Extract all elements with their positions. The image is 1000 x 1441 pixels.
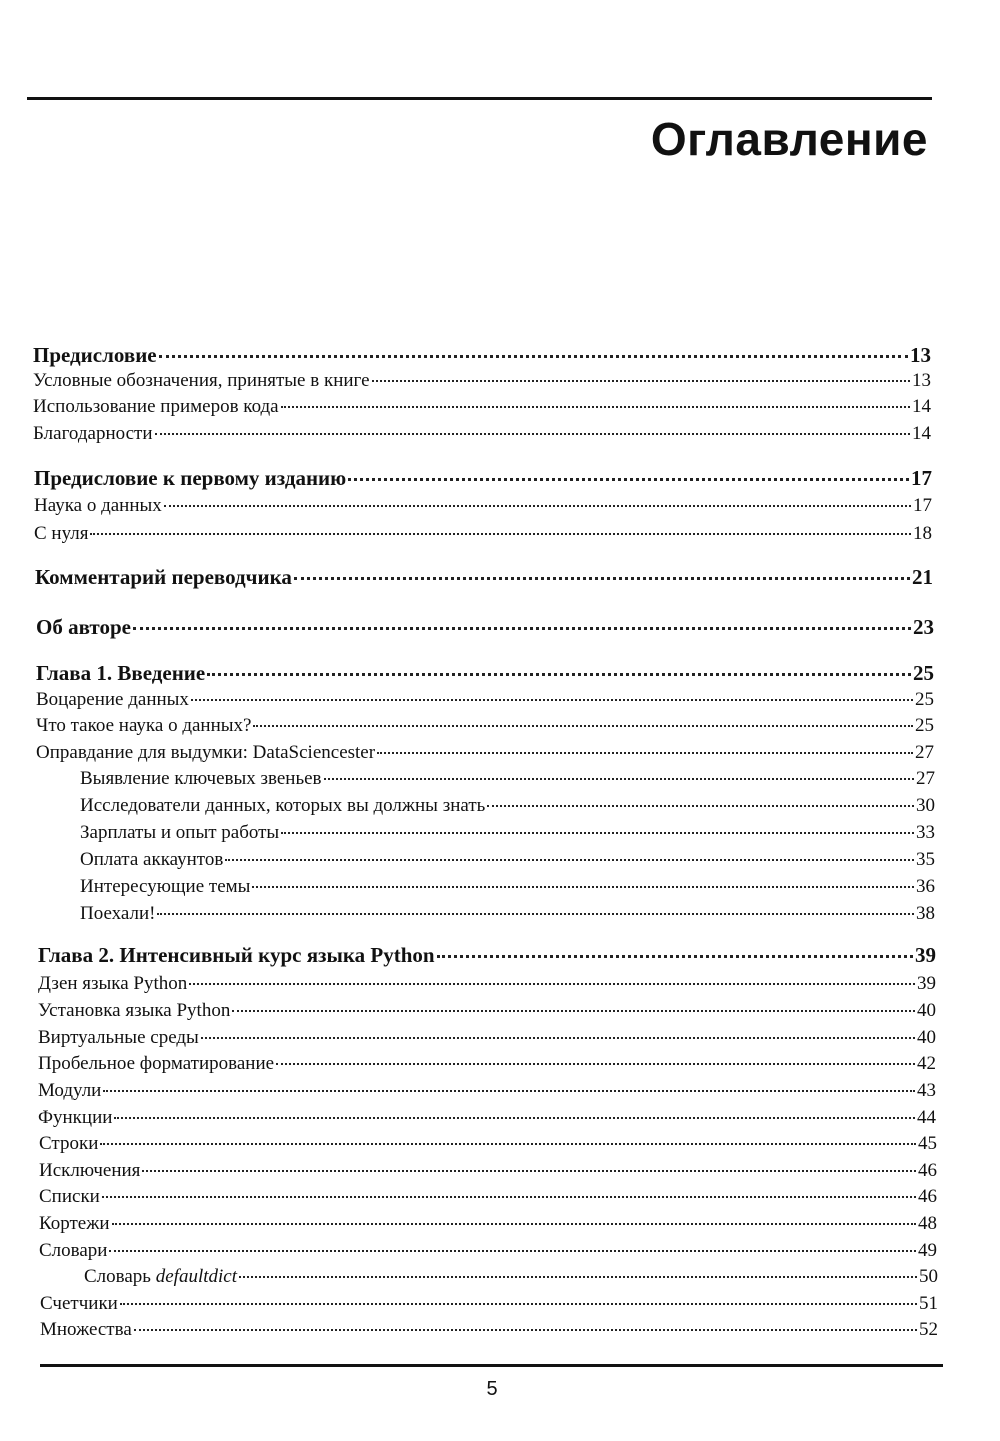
toc-entry-label: Словари bbox=[39, 1240, 108, 1261]
leader-dots bbox=[164, 504, 911, 507]
toc-entry-label: Условные обозначения, принятые в книге bbox=[33, 370, 370, 391]
leader-dots bbox=[281, 405, 910, 408]
toc-entry-page: 23 bbox=[913, 615, 934, 639]
toc-entry-label: Исследователи данных, которых вы должны знать bbox=[80, 795, 486, 816]
toc-entry-label: Списки bbox=[39, 1186, 100, 1207]
toc-entry-label: Интересующие темы bbox=[80, 876, 251, 897]
toc-entry[interactable] bbox=[38, 973, 936, 995]
toc-entry[interactable] bbox=[36, 689, 934, 711]
toc-entry-label: Наука о данных bbox=[34, 495, 162, 516]
code-term: defaultdict bbox=[155, 1266, 237, 1287]
toc-entry[interactable] bbox=[38, 1107, 936, 1129]
leader-dots bbox=[134, 1328, 917, 1331]
leader-dots bbox=[100, 1142, 916, 1145]
leader-dots bbox=[252, 885, 914, 888]
toc-entry-label: Об авторе bbox=[36, 615, 131, 639]
leader-dots bbox=[189, 982, 915, 985]
toc-entry-first-edition-preface[interactable] bbox=[34, 466, 932, 490]
toc-entry-page: 35 bbox=[916, 849, 935, 870]
toc-entry[interactable] bbox=[33, 370, 931, 392]
leader-dots bbox=[103, 1089, 915, 1092]
toc-entry-label: Предисловие bbox=[33, 343, 157, 367]
toc-entry-label: Глава 2. Интенсивный курс языка Python bbox=[38, 943, 435, 967]
toc-entry-label: Использование примеров кода bbox=[33, 396, 279, 417]
toc-entry[interactable] bbox=[38, 1080, 936, 1102]
toc-entry-label: Модули bbox=[38, 1080, 102, 1101]
toc-entry-label: Словарь defaultdict bbox=[84, 1266, 237, 1287]
leader-dots bbox=[90, 532, 911, 535]
leader-dots bbox=[191, 698, 913, 701]
toc-entry-label: Зарплаты и опыт работы bbox=[80, 822, 280, 843]
toc-entry[interactable] bbox=[39, 1240, 937, 1262]
leader-dots bbox=[112, 1222, 916, 1225]
leader-dots bbox=[109, 1249, 916, 1252]
leader-dots bbox=[253, 724, 913, 727]
leader-dots bbox=[133, 626, 911, 630]
toc-entry-page: 25 bbox=[913, 661, 934, 685]
toc-entry[interactable] bbox=[38, 1027, 936, 1049]
toc-entry-label: Множества bbox=[40, 1319, 132, 1340]
toc-entry-page: 14 bbox=[912, 423, 931, 444]
toc-entry-label: Выявление ключевых звеньев bbox=[80, 768, 322, 789]
leader-dots bbox=[232, 1009, 915, 1012]
toc-entry[interactable] bbox=[33, 396, 931, 418]
toc-entry[interactable] bbox=[80, 903, 935, 925]
toc-entry-page: 40 bbox=[917, 1027, 936, 1048]
toc-entry-page: 13 bbox=[912, 370, 931, 391]
toc-entry[interactable] bbox=[80, 876, 935, 898]
leader-dots bbox=[276, 1062, 915, 1065]
toc-entry-label: Счетчики bbox=[40, 1293, 118, 1314]
page-number: 5 bbox=[486, 1378, 498, 1400]
toc-entry-page: 27 bbox=[915, 742, 934, 763]
toc-entry-label: Оправдание для выдумки: DataSciencester bbox=[36, 742, 376, 763]
leader-dots bbox=[157, 912, 914, 915]
toc-entry-label: Строки bbox=[39, 1133, 99, 1154]
toc-entry[interactable] bbox=[80, 849, 935, 871]
toc-entry-label: С нуля bbox=[34, 523, 89, 544]
leader-dots bbox=[159, 354, 908, 358]
toc-entry-label: Кортежи bbox=[39, 1213, 110, 1234]
toc-entry-page: 39 bbox=[915, 943, 936, 967]
leader-dots bbox=[294, 576, 910, 580]
toc-entry[interactable] bbox=[34, 495, 932, 517]
toc-entry-page: 33 bbox=[916, 822, 935, 843]
leader-dots bbox=[142, 1169, 916, 1172]
leader-dots bbox=[201, 1036, 915, 1039]
toc-entry-label: Дзен языка Python bbox=[38, 973, 188, 994]
toc-entry[interactable] bbox=[80, 768, 935, 790]
leader-dots bbox=[155, 432, 911, 435]
toc-entry-page: 38 bbox=[916, 903, 935, 924]
toc-entry-page: 43 bbox=[917, 1080, 936, 1101]
leader-dots bbox=[487, 804, 914, 807]
toc-entry[interactable] bbox=[38, 1000, 936, 1022]
page-title: Оглавление bbox=[650, 113, 928, 165]
toc-entry-label: Пробельное форматирование bbox=[38, 1053, 275, 1074]
toc-entry-page: 25 bbox=[915, 689, 934, 710]
toc-entry-label: Благодарности bbox=[33, 423, 153, 444]
toc-entry-page: 36 bbox=[916, 876, 935, 897]
toc-entry-chapter-2[interactable] bbox=[38, 943, 936, 967]
toc-entry-page: 46 bbox=[918, 1186, 937, 1207]
toc-entry[interactable] bbox=[38, 1053, 936, 1075]
toc-entry-page: 52 bbox=[919, 1319, 938, 1340]
toc-entry-label: Предисловие к первому изданию bbox=[34, 466, 347, 490]
leader-dots bbox=[348, 477, 909, 481]
toc-entry-page: 13 bbox=[910, 343, 931, 367]
toc-entry-page: 51 bbox=[919, 1293, 938, 1314]
toc-entry[interactable] bbox=[39, 1160, 937, 1182]
toc-entry[interactable] bbox=[36, 742, 934, 764]
toc-entry-page: 17 bbox=[911, 466, 932, 490]
toc-entry-label: Комментарий переводчика bbox=[35, 565, 292, 589]
toc-entry-page: 30 bbox=[916, 795, 935, 816]
toc-entry-page: 17 bbox=[913, 495, 932, 516]
leader-dots bbox=[114, 1116, 915, 1119]
toc-entry-page: 25 bbox=[915, 715, 934, 736]
toc-entry-page: 21 bbox=[912, 565, 933, 589]
toc-entry[interactable] bbox=[33, 423, 931, 445]
toc-entry-label: Виртуальные среды bbox=[38, 1027, 199, 1048]
toc-entry-page: 39 bbox=[917, 973, 936, 994]
toc-entry[interactable] bbox=[40, 1319, 938, 1341]
toc-entry-page: 40 bbox=[917, 1000, 936, 1021]
toc-entry-page: 27 bbox=[916, 768, 935, 789]
leader-dots bbox=[372, 379, 910, 382]
toc-entry[interactable] bbox=[80, 795, 935, 817]
toc-entry[interactable] bbox=[84, 1266, 938, 1288]
toc-entry[interactable] bbox=[39, 1133, 937, 1155]
toc-entry[interactable] bbox=[40, 1293, 938, 1315]
toc-entry-page: 45 bbox=[918, 1133, 937, 1154]
toc-entry-label: Глава 1. Введение bbox=[36, 661, 206, 685]
toc-entry[interactable] bbox=[34, 523, 932, 545]
toc-entry-preface[interactable] bbox=[33, 343, 931, 367]
leader-dots bbox=[120, 1302, 917, 1305]
toc-entry-label: Поехали! bbox=[80, 903, 156, 924]
leader-dots bbox=[207, 672, 911, 676]
toc-entry-label: Установка языка Python bbox=[38, 1000, 231, 1021]
footer-rule bbox=[40, 1364, 943, 1367]
toc-entry[interactable] bbox=[80, 822, 935, 844]
leader-dots bbox=[225, 858, 914, 861]
toc-entry-label: Исключения bbox=[39, 1160, 141, 1181]
toc-entry-page: 50 bbox=[919, 1266, 938, 1287]
leader-dots bbox=[324, 777, 914, 780]
toc-entry-label: Воцарение данных bbox=[36, 689, 189, 710]
toc-entry-page: 49 bbox=[918, 1240, 937, 1261]
leader-dots bbox=[102, 1195, 916, 1198]
leader-dots bbox=[437, 954, 913, 958]
toc-entry-page: 18 bbox=[913, 523, 932, 544]
toc-entry[interactable] bbox=[39, 1213, 937, 1235]
toc-entry-page: 48 bbox=[918, 1213, 937, 1234]
toc-entry[interactable] bbox=[39, 1186, 937, 1208]
toc-entry-page: 42 bbox=[917, 1053, 936, 1074]
leader-dots bbox=[281, 831, 914, 834]
toc-entry-about-author[interactable] bbox=[36, 615, 934, 639]
toc-entry-translator-commentary[interactable] bbox=[35, 565, 933, 589]
toc-entry-page: 46 bbox=[918, 1160, 937, 1181]
leader-dots bbox=[239, 1275, 917, 1278]
toc-entry-label: Функции bbox=[38, 1107, 113, 1128]
leader-dots bbox=[377, 751, 913, 754]
toc-entry-page: 44 bbox=[917, 1107, 936, 1128]
toc-entry-chapter-1[interactable] bbox=[36, 661, 934, 685]
toc-entry[interactable] bbox=[36, 715, 934, 737]
toc-entry-label: Что такое наука о данных? bbox=[36, 715, 252, 736]
toc-entry-label: Оплата аккаунтов bbox=[80, 849, 224, 870]
toc-entry-page: 14 bbox=[912, 396, 931, 417]
